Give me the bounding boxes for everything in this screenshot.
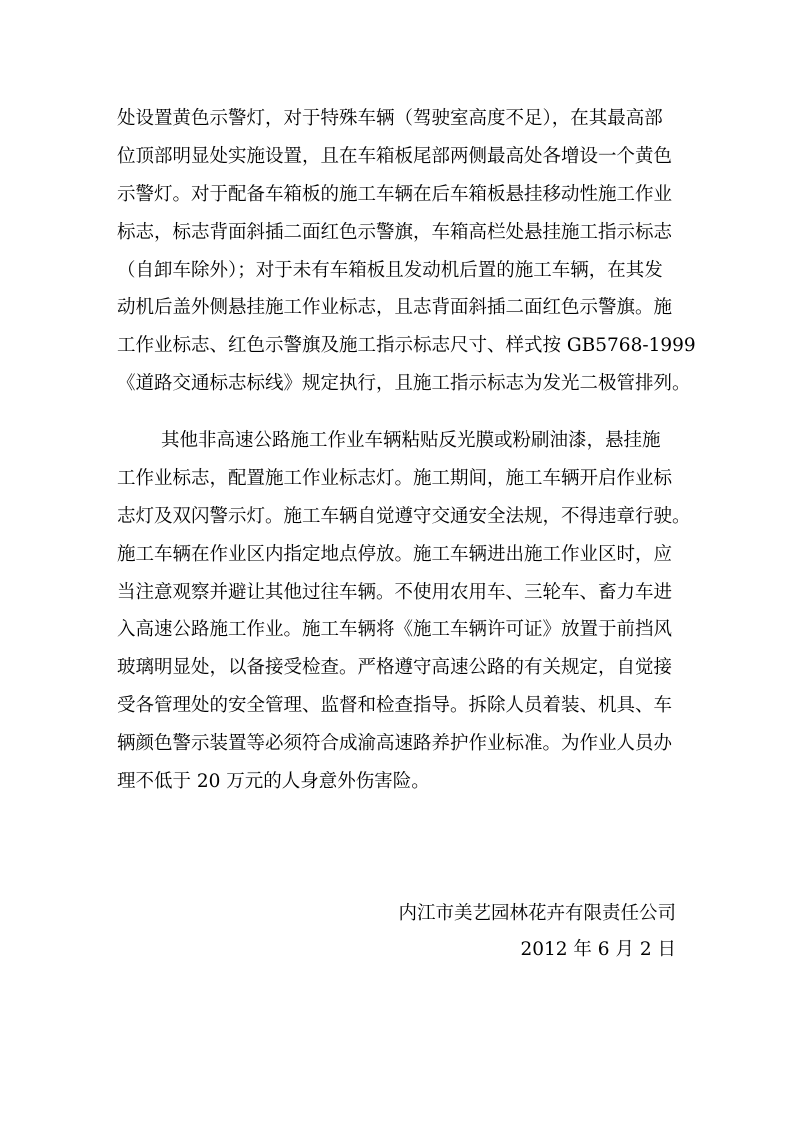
signature-date: 2012 年 6 月 2 日	[520, 939, 676, 960]
paragraph-line: 志灯及双闪警示灯。施工车辆自觉遵守交通安全法规，不得违章行驶。	[117, 505, 691, 527]
paragraph-line: 其他非高速公路施工作业车辆粘贴反光膜或粉刷油漆，悬挂施	[161, 430, 661, 451]
paragraph-line: （自卸车除外）；对于未有车箱板且发动机后置的施工车辆，在其发	[117, 259, 663, 281]
signature-company: 内江市美艺园林花卉有限责任公司	[398, 903, 676, 924]
paragraph-line: 标志，标志背面斜插二面红色示警旗，车箱高栏处悬挂施工指示标志	[117, 221, 673, 243]
paragraph-line: 当注意观察并避让其他过往车辆。不使用农用车、三轮车、畜力车进	[117, 581, 673, 603]
paragraph-2	[117, 422, 691, 801]
paragraph-line: 工作业标志，配置施工作业标志灯。施工期间，施工车辆开启作业标	[117, 467, 673, 489]
paragraph-line: 处设置黄色示警灯，对于特殊车辆（驾驶室高度不足），在其最高部	[117, 108, 663, 129]
paragraph-line: 示警灯。对于配备车箱板的施工车辆在后车箱板悬挂移动性施工作业	[117, 183, 673, 205]
paragraph-line: 辆颜色警示装置等必须符合成渝高速路养护作业标准。为作业人员办	[117, 733, 673, 755]
paragraph-line: 动机后盖外侧悬挂施工作业标志，且志背面斜插二面红色示警旗。施	[117, 297, 673, 319]
paragraph-line: 理不低于 20 万元的人身意外伤害险。	[117, 771, 430, 793]
paragraph-line: 入高速公路施工作业。施工车辆将《施工车辆许可证》放置于前挡风	[117, 619, 673, 641]
paragraph-line: 玻璃明显处，以备接受检查。严格遵守高速公路的有关规定，自觉接	[117, 657, 673, 679]
paragraph-1	[117, 100, 696, 403]
paragraph-line: 位顶部明显处实施设置，且在车箱板尾部两侧最高处各增设一个黄色	[117, 145, 673, 167]
paragraph-line: 施工车辆在作业区内指定地点停放。施工车辆进出施工作业区时，应	[117, 543, 673, 565]
paragraph-line: 工作业标志、红色示警旗及施工指示标志尺寸、样式按 GB5768-1999	[117, 335, 696, 357]
paragraph-line: 《道路交通标志标线》规定执行，且施工指示标志为发光二极管排列。	[117, 373, 691, 395]
paragraph-line: 受各管理处的安全管理、监督和检查指导。拆除人员着装、机具、车	[117, 695, 673, 717]
